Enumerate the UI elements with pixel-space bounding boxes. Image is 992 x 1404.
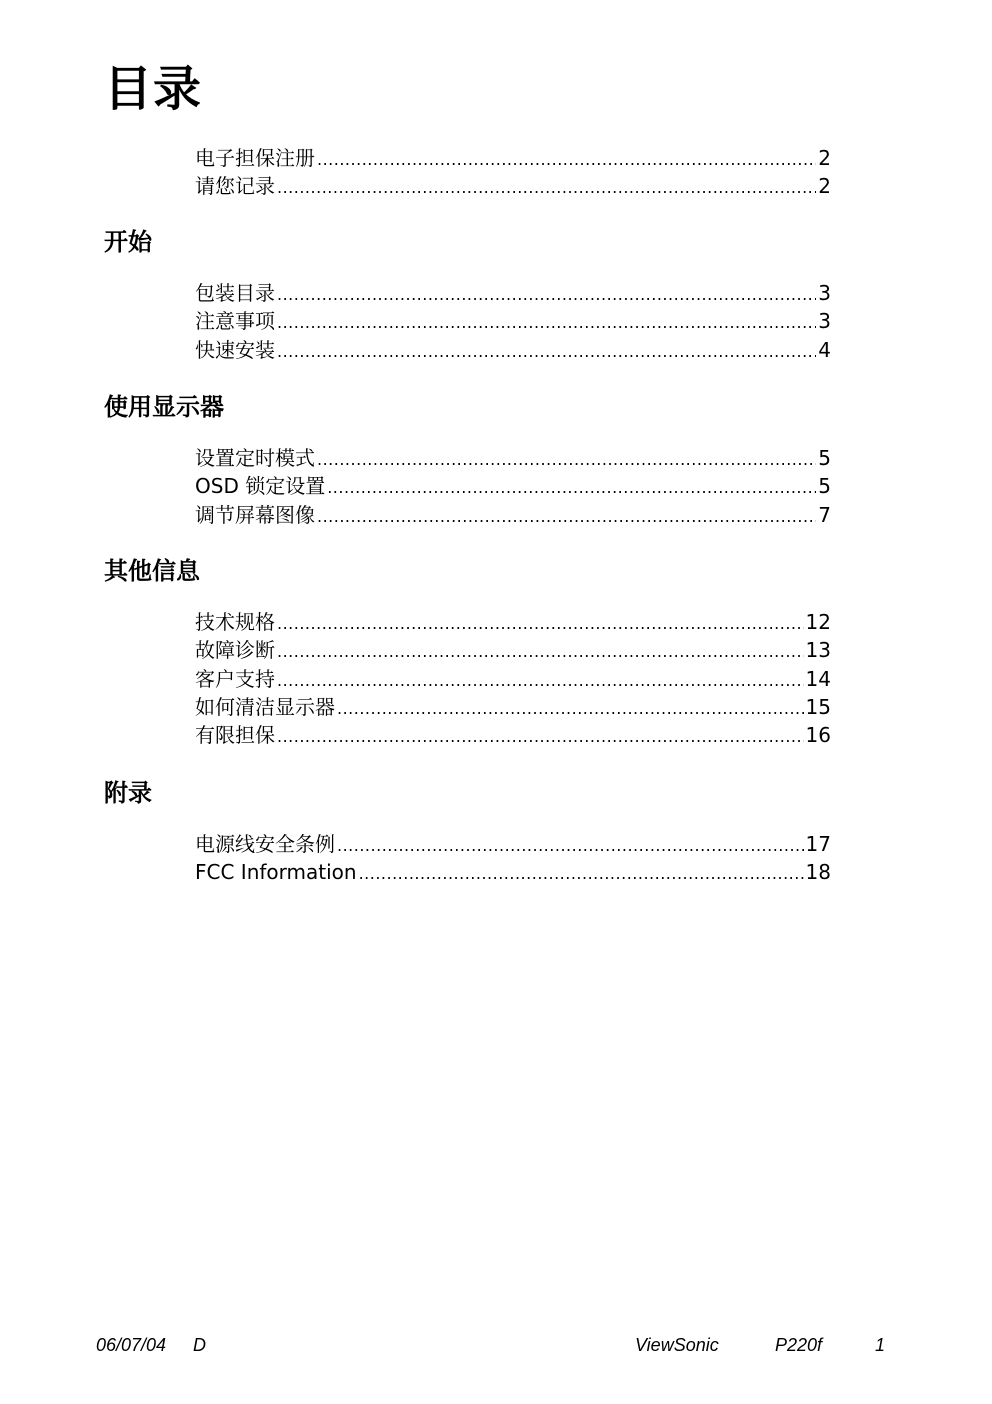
section-other-information	[104, 554, 831, 749]
toc-entry-adjusting-screen-image[interactable]	[195, 501, 831, 529]
footer-brand: ViewSonic	[635, 1335, 719, 1355]
page-title: 目录	[104, 61, 203, 117]
toc-entry-title: 技术规格	[195, 610, 275, 634]
toc-entry-page: 15	[805, 694, 831, 719]
toc-entry-title: FCC Information	[195, 860, 357, 885]
toc-entry-title: 如何清洁显示器	[195, 694, 335, 719]
dot-leader	[277, 309, 816, 335]
dot-leader	[277, 638, 804, 664]
section-entries	[195, 444, 831, 529]
section-entries	[195, 608, 831, 749]
footer-page-number: 1	[875, 1335, 886, 1355]
toc-entry-title: 快速安装	[195, 337, 275, 362]
toc-entry-page: 17	[805, 832, 831, 856]
toc-entry-power-cord-safety[interactable]	[195, 830, 831, 858]
footer-date: 06/07/04	[96, 1335, 167, 1355]
toc-entry-title: 故障诊断	[195, 638, 275, 663]
toc-entry-page: 13	[805, 638, 831, 663]
toc-entry-setting-timing-mode[interactable]	[195, 444, 831, 472]
toc-entry-page: 2	[818, 174, 831, 199]
footer-revision: D	[193, 1335, 206, 1355]
dot-leader	[277, 667, 804, 693]
dot-leader	[277, 174, 816, 200]
toc-entry-troubleshooting[interactable]	[195, 636, 831, 664]
section-heading: 附录	[104, 779, 152, 807]
section-entries	[195, 830, 831, 887]
toc-entry-page: 3	[818, 281, 831, 305]
dot-leader	[317, 503, 816, 529]
toc-entry-cleaning-the-monitor[interactable]	[195, 693, 831, 721]
toc-entry-title: 电源线安全条例	[195, 832, 335, 856]
footer-model: P220f	[775, 1335, 823, 1355]
dot-leader	[337, 832, 804, 858]
section-using-the-monitor	[104, 390, 831, 529]
dot-leader	[277, 723, 804, 749]
section-heading: 开始	[104, 228, 152, 256]
dot-leader	[277, 281, 816, 307]
toc-entry-page: 5	[818, 474, 831, 499]
toc-entry-title: 客户支持	[195, 666, 275, 691]
toc-entry-title: 设置定时模式	[195, 446, 315, 470]
dot-leader	[317, 446, 816, 472]
toc-entry-page: 7	[818, 502, 831, 527]
toc-entry-specifications[interactable]	[195, 608, 831, 636]
toc-entry-page: 16	[805, 723, 831, 748]
section-heading: 其他信息	[104, 557, 200, 585]
toc-entry-warranty-registration[interactable]	[195, 144, 831, 172]
dot-leader	[327, 474, 816, 500]
toc-entry-page: 5	[818, 446, 831, 470]
toc-entry-page: 12	[805, 610, 831, 634]
section-appendix	[104, 776, 831, 887]
dot-leader	[277, 610, 804, 636]
toc-entry-title: 注意事项	[195, 309, 275, 334]
dot-leader	[277, 338, 816, 364]
dot-leader	[337, 695, 804, 721]
section-getting-started	[104, 225, 831, 364]
dot-leader	[317, 146, 816, 172]
toc-entry-title: OSD 锁定设置	[195, 474, 326, 499]
toc-entry-title: 调节屏幕图像	[195, 502, 315, 527]
toc-entry-title: 有限担保	[195, 723, 275, 748]
toc-entry-title: 电子担保注册	[195, 146, 315, 170]
toc-entry-page: 18	[805, 860, 831, 885]
section-heading: 使用显示器	[104, 393, 224, 421]
toc-entry-for-your-records[interactable]	[195, 172, 831, 200]
toc-entry-fcc-information[interactable]	[195, 858, 831, 886]
toc-entry-customer-support[interactable]	[195, 665, 831, 693]
toc-entry-precautions[interactable]	[195, 307, 831, 335]
toc-entry-title: 请您记录	[195, 174, 275, 199]
toc-entry-limited-warranty[interactable]	[195, 721, 831, 749]
section-entries	[195, 279, 831, 364]
toc-entry-title: 包装目录	[195, 281, 275, 305]
toc-entry-page: 3	[818, 309, 831, 334]
toc-entry-page: 2	[818, 146, 831, 170]
toc-entry-osd-lock-settings[interactable]	[195, 472, 831, 500]
dot-leader	[359, 860, 804, 886]
toc-entry-page: 4	[818, 337, 831, 362]
toc-entry-quick-installation[interactable]	[195, 336, 831, 364]
toc-entry-package-contents[interactable]	[195, 279, 831, 307]
intro-entries	[195, 144, 831, 201]
toc-entry-page: 14	[805, 666, 831, 691]
